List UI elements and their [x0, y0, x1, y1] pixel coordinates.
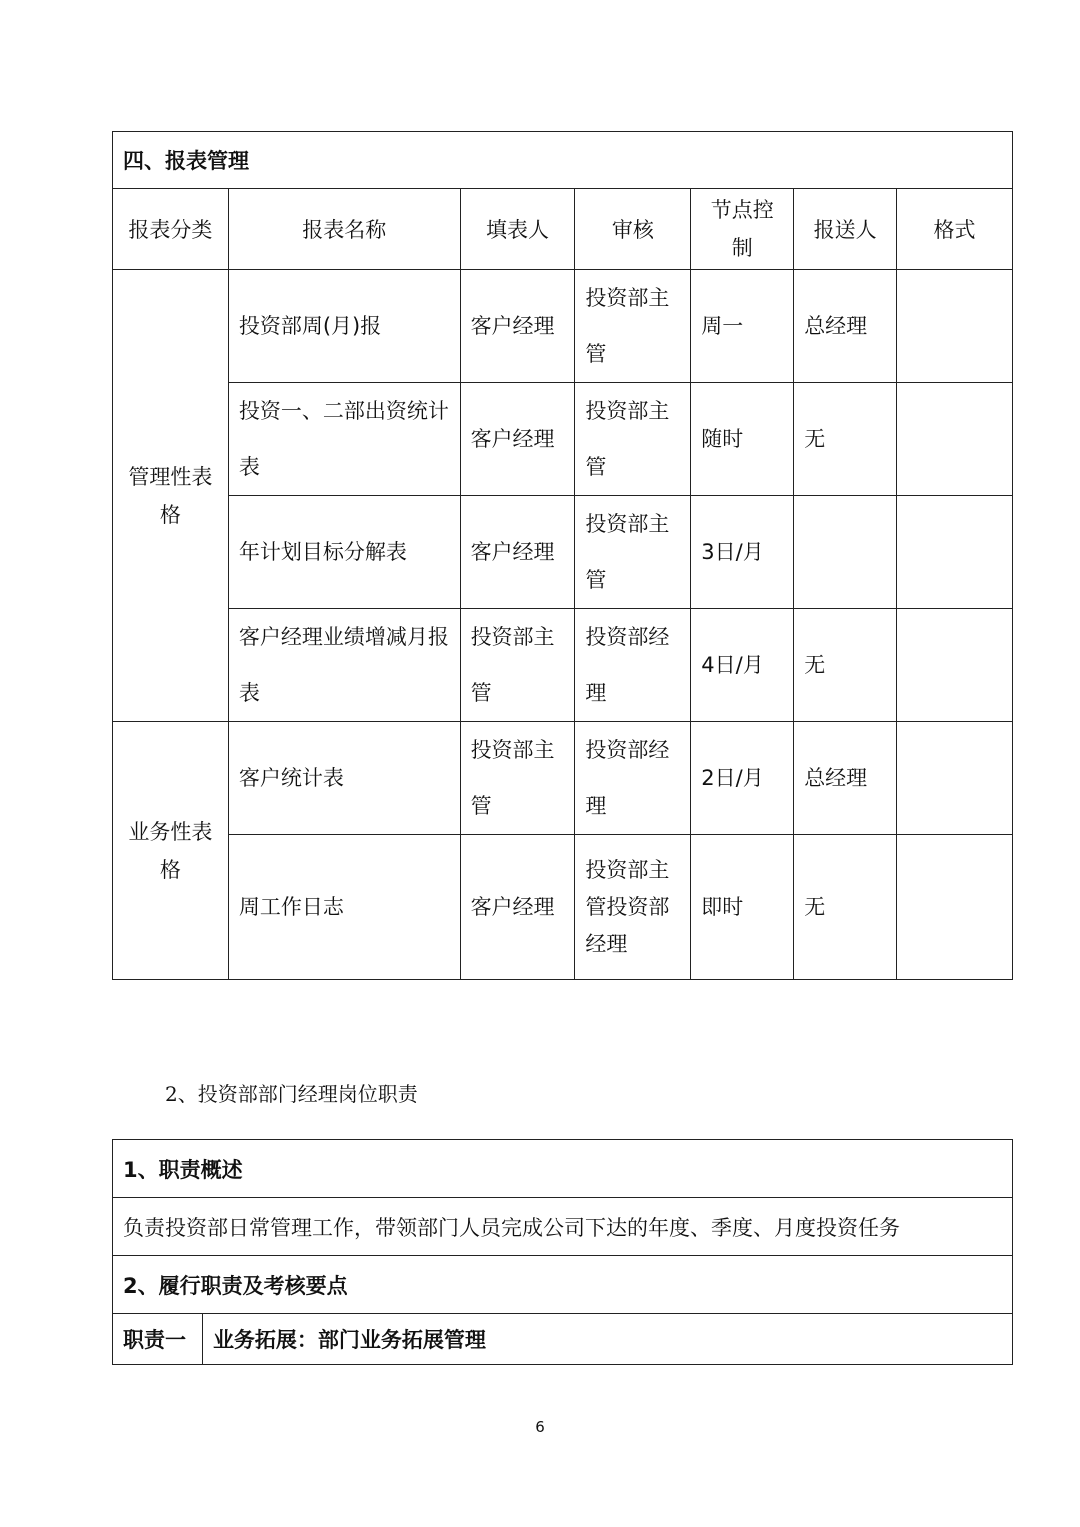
report-name: 投资部周(月)报 — [228, 270, 460, 383]
node-control: 周一 — [691, 270, 794, 383]
reviewer: 投资部主管 — [575, 270, 691, 383]
report-name: 客户统计表 — [228, 722, 460, 835]
table-header-row — [113, 189, 1013, 270]
reviewer: 投资部主管 — [575, 496, 691, 609]
report-management-table — [112, 131, 1013, 980]
filler: 客户经理 — [460, 835, 575, 980]
format — [897, 609, 1013, 722]
format — [897, 722, 1013, 835]
sender: 无 — [794, 383, 897, 496]
table-row — [113, 383, 1013, 496]
format — [897, 383, 1013, 496]
node-control: 3日/月 — [691, 496, 794, 609]
report-name: 周工作日志 — [228, 835, 460, 980]
format — [897, 496, 1013, 609]
section-caption: 2、投资部部门经理岗位职责 — [165, 1082, 418, 1106]
node-control: 随时 — [691, 383, 794, 496]
reviewer: 投资部经理 — [575, 609, 691, 722]
reviewer: 投资部主管投资部经理 — [575, 835, 691, 980]
table-row — [113, 609, 1013, 722]
format — [897, 835, 1013, 980]
table-row — [113, 722, 1013, 835]
sender: 无 — [794, 609, 897, 722]
node-control: 2日/月 — [691, 722, 794, 835]
filler: 客户经理 — [460, 270, 575, 383]
sender — [794, 496, 897, 609]
header-cell: 格式 — [897, 189, 1013, 270]
reviewer: 投资部经理 — [575, 722, 691, 835]
header-cell: 报送人 — [794, 189, 897, 270]
reviewer: 投资部主管 — [575, 383, 691, 496]
filler: 客户经理 — [460, 496, 575, 609]
page-number: 6 — [535, 1418, 545, 1436]
filler: 投资部主管 — [460, 609, 575, 722]
header-cell: 填表人 — [460, 189, 575, 270]
table-row — [113, 270, 1013, 383]
category-cell: 管理性表格 — [113, 270, 229, 722]
report-name: 投资一、二部出资统计表 — [228, 383, 460, 496]
category-cell: 业务性表格 — [113, 722, 229, 980]
overview-title: 1、职责概述 — [113, 1140, 1013, 1198]
points-title: 2、履行职责及考核要点 — [113, 1256, 1013, 1314]
node-control: 4日/月 — [691, 609, 794, 722]
header-cell: 审核 — [575, 189, 691, 270]
section-title: 四、报表管理 — [113, 132, 1013, 189]
report-name: 客户经理业绩增减月报表 — [228, 609, 460, 722]
filler: 投资部主管 — [460, 722, 575, 835]
filler: 客户经理 — [460, 383, 575, 496]
header-cell: 报表名称 — [228, 189, 460, 270]
duty-text: 业务拓展：部门业务拓展管理 — [202, 1314, 1012, 1365]
header-cell: 报表分类 — [113, 189, 229, 270]
table-row — [113, 496, 1013, 609]
sender: 总经理 — [794, 270, 897, 383]
overview-text: 负责投资部日常管理工作，带领部门人员完成公司下达的年度、季度、月度投资任务 — [113, 1198, 1013, 1256]
duty-label: 职责一 — [113, 1314, 203, 1365]
table-row — [113, 835, 1013, 980]
format — [897, 270, 1013, 383]
node-control: 即时 — [691, 835, 794, 980]
sender: 无 — [794, 835, 897, 980]
duty-table — [112, 1139, 1013, 1365]
header-cell: 节点控制 — [691, 189, 794, 270]
report-name: 年计划目标分解表 — [228, 496, 460, 609]
sender: 总经理 — [794, 722, 897, 835]
